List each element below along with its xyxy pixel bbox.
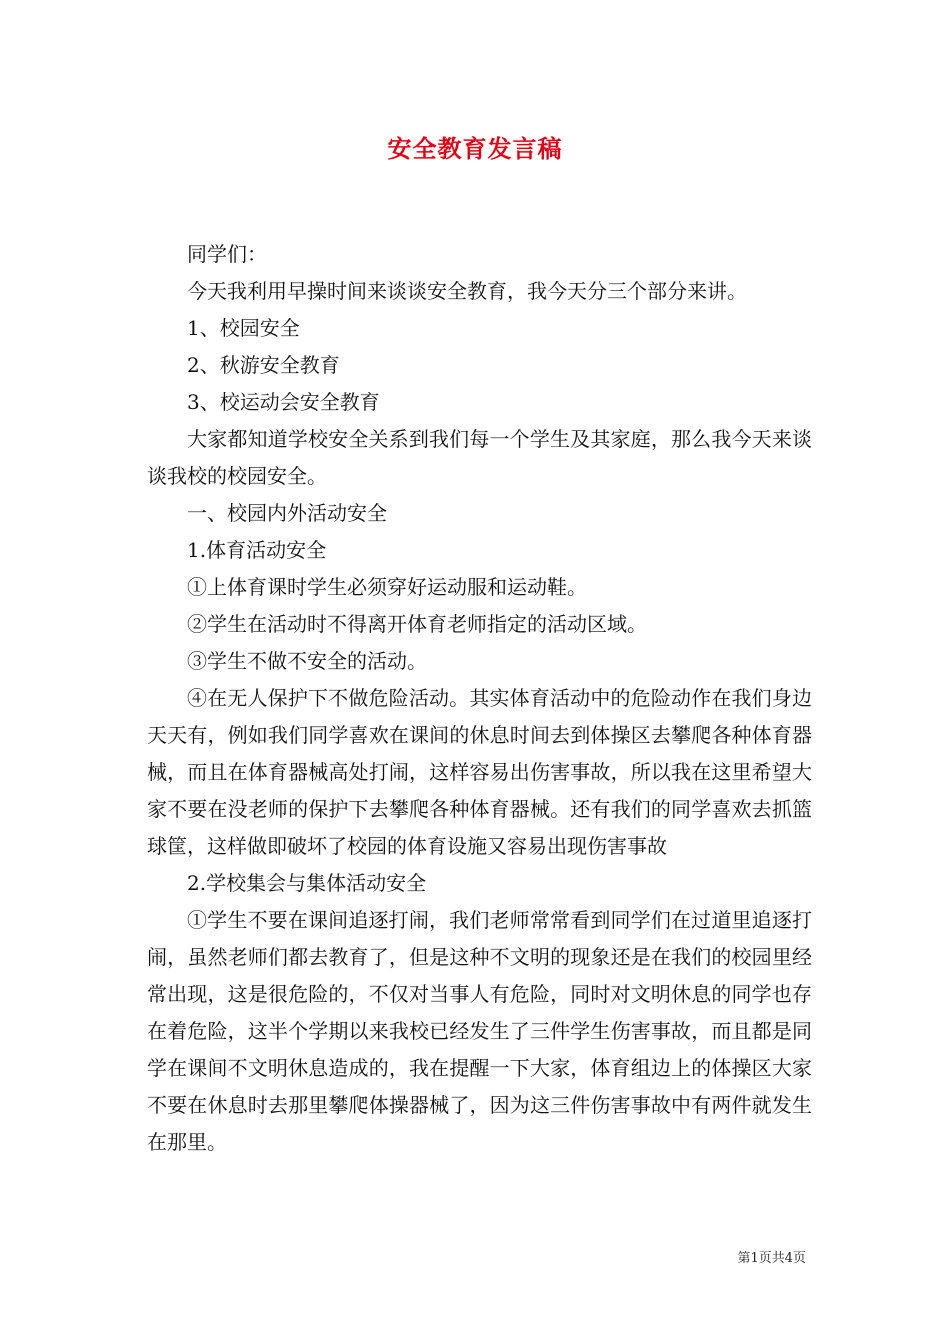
list-item-pe-2: ②学生在活动时不得离开体育老师指定的活动区域。: [187, 612, 647, 636]
section-heading-1: 一、校园内外活动安全: [187, 501, 387, 525]
list-item-pe-3: ③学生不做不安全的活动。: [187, 649, 427, 673]
paragraph-campus-safety: 大家都知道学校安全关系到我们每一个学生及其家庭，那么我今天来谈谈我校的校园安全。: [147, 427, 812, 488]
paragraph-outline-2: 2、秋游安全教育: [187, 353, 340, 377]
list-item-assembly-1: ①学生不要在课间追逐打闹，我们老师常常看到同学们在过道里追逐打闹，虽然老师们都去教育了，但是这种不文明的现象还是在我们的校园里经常出现，这是很危险的，不仅对当事人有危险，同时对文明休息的同学也存在着危险，这半个学期以来我校已经发生了三件学生伤害事故，而且都是同学在课间不文明休息造成的，我在提醒一下大家，体育组边上的体操区大家不要在休息时去那里攀爬体操器械了，因为这三件伤害事故中有两件就发生在那里。: [147, 908, 812, 1154]
document-body: [147, 236, 812, 1161]
document-title: 安全教育发言稿: [387, 134, 563, 163]
paragraph-intro: 今天我利用早操时间来谈谈安全教育，我今天分三个部分来讲。: [187, 279, 747, 303]
subsection-heading-pe: 1.体育活动安全: [187, 538, 327, 562]
subsection-heading-assembly: 2.学校集会与集体活动安全: [187, 871, 427, 895]
list-item-pe-1: ①上体育课时学生必须穿好运动服和运动鞋。: [187, 575, 587, 599]
list-item-pe-4: ④在无人保护下不做危险活动。其实体育活动中的危险动作在我们身边天天有，例如我们同学喜欢在课间的休息时间去到体操区去攀爬各种体育器械，而且在体育器械高处打闹，这样容易出伤害事故，所以我在这里希望大家不要在没老师的保护下去攀爬各种体育器械。还有我们的同学喜欢去抓篮球筐，这样做即破坏了校园的体育设施又容易出现伤害事故: [147, 686, 812, 858]
paragraph-outline-1: 1、校园安全: [187, 316, 300, 340]
page-number: 第1页共4页: [737, 1251, 806, 1266]
paragraph-outline-3: 3、校运动会安全教育: [187, 390, 380, 414]
paragraph-greeting: 同学们：: [187, 242, 267, 266]
